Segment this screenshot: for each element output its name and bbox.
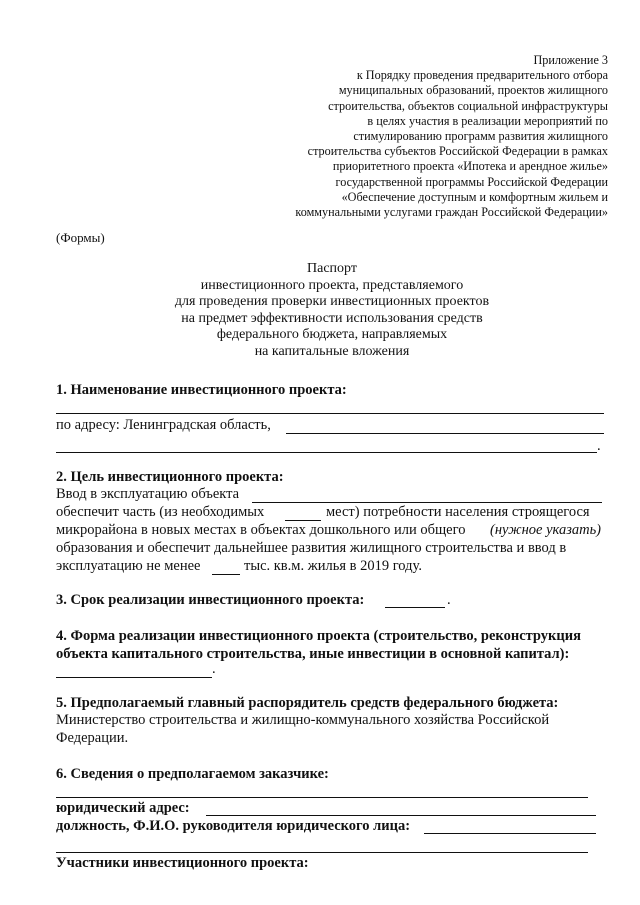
appendix-header [228, 53, 608, 220]
appendix-line: Приложение 3 [533, 53, 608, 67]
appendix-line: муниципальных образований, проектов жилищного [338, 83, 608, 98]
legal-address-label: юридический адрес: [56, 800, 190, 816]
document-title [56, 261, 608, 361]
section2-line2a: обеспечит часть (из необходимых [56, 504, 265, 520]
section5-text-line2: Федерации. [56, 730, 129, 746]
section2-line3b: (нужное указать) [490, 522, 602, 538]
section2-line1: Ввод в эксплуатацию объекта [56, 486, 240, 502]
section2-heading: 2. Цель инвестиционного проекта: [56, 469, 284, 485]
section6-heading: 6. Сведения о предполагаемом заказчике: [56, 766, 329, 782]
title-line: инвестиционного проекта, представляемого [200, 277, 464, 293]
period-line [385, 607, 445, 608]
appendix-line: стимулированию программ развития жилищного [353, 129, 608, 144]
section2-line5b: тыс. кв.м. жилья в 2019 году. [244, 558, 422, 574]
title-line: на капитальные вложения [254, 343, 410, 359]
section1-heading: 1. Наименование инвестиционного проекта: [56, 382, 347, 398]
appendix-line: строительства, объектов социальной инфраструктуры [328, 98, 608, 113]
address-line-2 [56, 452, 597, 453]
title-line: на предмет эффективности использования средств [181, 310, 483, 326]
section4-heading-line1: 4. Форма реализации инвестиционного проекта (строительство, реконструкция [56, 628, 581, 644]
section5-text-line1: Министерство строительства и жилищно-коммунального хозяйства Российской [56, 712, 550, 728]
form-line [56, 677, 212, 678]
housing-area-line [212, 574, 240, 575]
address-line [286, 433, 604, 434]
customer-name-line [56, 797, 588, 798]
section4-heading-line2: объекта капитального строительства, иные инвестиции в основной капитал): [56, 646, 570, 662]
head-position-line [424, 833, 596, 834]
section3-end-mark: . [447, 592, 451, 608]
section1-end-mark: . [597, 438, 601, 454]
title-line: Паспорт [307, 261, 357, 276]
project-name-line [56, 413, 604, 414]
object-name-line [252, 502, 602, 503]
address-label: по адресу: Ленинградская область, [56, 417, 271, 433]
appendix-line: «Обеспечение доступным и комфортным жильем и [341, 189, 608, 204]
appendix-line: к Порядку проведения предварительного отбора [356, 68, 608, 83]
appendix-line: строительства субъектов Российской Федерации в рамках [307, 144, 608, 159]
section5-heading: 5. Предполагаемый главный распорядитель средств федерального бюджета: [56, 695, 559, 711]
appendix-line: коммунальными услугами граждан Российской Федерации» [295, 205, 608, 220]
participants-heading: Участники инвестиционного проекта: [56, 855, 309, 871]
places-count-line [285, 520, 321, 521]
section2-line5a: эксплуатацию не менее [56, 558, 201, 574]
appendix-line: приоритетного проекта «Ипотека и арендное жилье» [332, 159, 608, 174]
title-line: для проведения проверки инвестиционных проектов [174, 294, 490, 310]
title-line: федерального бюджета, направляемых [216, 327, 448, 343]
section2-line3a: микрорайона в новых местах в объектах дошкольного или общего [56, 522, 466, 538]
section3-heading: 3. Срок реализации инвестиционного проекта: [56, 592, 365, 608]
section2-line2b: мест) потребности населения строящегося [326, 504, 590, 520]
legal-address-line [206, 815, 596, 816]
section4-end-mark: . [212, 661, 216, 677]
appendix-line: государственной программы Российской Федерации [335, 174, 608, 189]
head-position-label: должность, Ф.И.О. руководителя юридического лица: [56, 818, 411, 834]
forms-note: (Формы) [56, 230, 105, 245]
head-position-line-2 [56, 852, 588, 853]
appendix-line: в целях участия в реализации мероприятий по [367, 113, 608, 128]
section2-line4: образования и обеспечит дальнейшее развития жилищного строительства и ввод в [56, 540, 567, 556]
